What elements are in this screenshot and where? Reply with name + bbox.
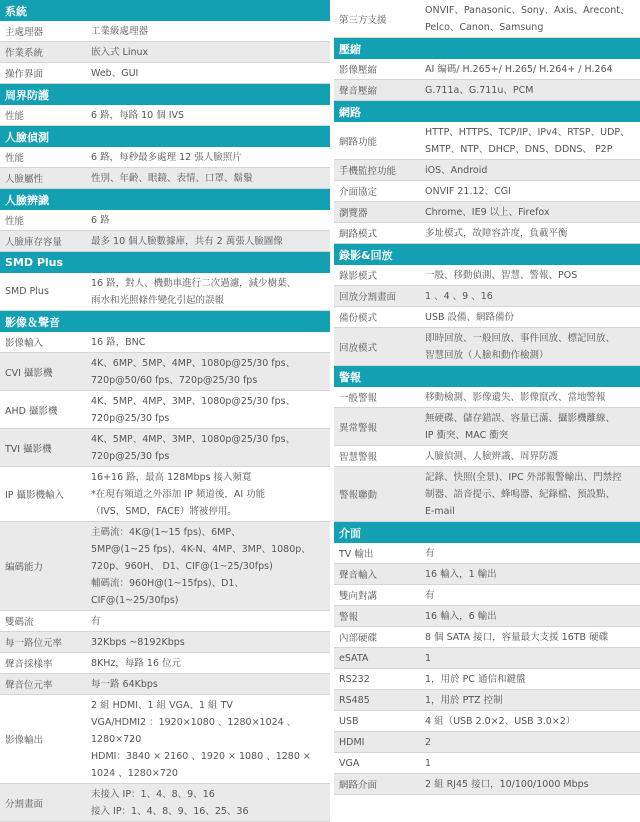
spec-value-line: 2 — [425, 736, 432, 748]
spec-value — [85, 210, 330, 230]
spec-label: 備份模式 — [339, 313, 378, 324]
spec-value — [419, 286, 640, 306]
spec-value-line: 4K、5MP、4MP、3MP、1080p@25/30 fps、 — [91, 395, 296, 407]
spec-row — [334, 265, 640, 286]
spec-row — [334, 202, 640, 223]
spec-value — [85, 695, 330, 783]
spec-value — [419, 711, 640, 731]
spec-label: 回放分割畫面 — [339, 292, 397, 303]
spec-value-line: HDMI：3840 × 2160 、1920 × 1080 、1280 × — [91, 750, 311, 762]
spec-row — [334, 181, 640, 202]
spec-value-line: 一般、移動偵測、智慧、警報、POS — [425, 269, 578, 281]
spec-value — [85, 21, 330, 41]
spec-label: RS485 — [339, 694, 370, 706]
spec-value-line: 主碼流：4K@(1~15 fps)、6MP、 — [91, 526, 241, 538]
spec-value-line: 人臉偵測、人臉辨識、周界防護 — [425, 450, 559, 462]
spec-value-line: 多址模式，故障容許度，負載平衡 — [425, 227, 568, 239]
spec-value — [85, 674, 330, 694]
section-header: 系統 — [0, 0, 330, 21]
spec-label: 手機監控功能 — [339, 166, 397, 177]
spec-row — [334, 467, 640, 522]
spec-value — [85, 632, 330, 652]
spec-value-line: VGA/HDMI2 ：1920×1080 、1280×1024 、 — [91, 716, 297, 728]
spec-row — [334, 627, 640, 648]
section-header: 警報 — [334, 366, 640, 387]
spec-label: 主處理器 — [5, 27, 44, 38]
spec-value-line: 16 路，BNC — [91, 336, 146, 348]
spec-value-line: 16 輸入，1 輸出 — [425, 568, 497, 580]
spec-value-line: HTTP、HTTPS、TCP/IP、IPv4、RTSP、UDP、 — [425, 126, 630, 138]
spec-value-line: G.711a、G.711u、PCM — [425, 84, 534, 96]
spec-label: eSATA — [339, 652, 369, 664]
spec-label: 網路介面 — [339, 780, 378, 791]
spec-value-line: 1 — [425, 757, 432, 769]
spec-value-line: 720p、960H、 D1、CIF@(1~25/30fps) — [91, 560, 273, 572]
spec-value-line: SMTP、NTP、DHCP、DNS、DDNS、 P2P — [425, 143, 613, 155]
spec-row — [0, 105, 330, 126]
spec-value — [419, 223, 640, 243]
spec-value — [419, 328, 640, 365]
spec-value-line: 2 組 RJ45 接口，10/100/1000 Mbps — [425, 778, 589, 790]
spec-row — [0, 353, 330, 391]
spec-label: 聲音壓縮 — [339, 86, 378, 97]
spec-value — [419, 606, 640, 626]
spec-value-line: 智慧回放（人臉和動作檢測） — [425, 349, 549, 361]
spec-value-line: 16 路，對人、機動車進行二次過濾，減少樹葉、 — [91, 277, 297, 289]
spec-row — [334, 387, 640, 408]
spec-value — [419, 669, 640, 689]
spec-row — [334, 711, 640, 732]
spec-value — [85, 429, 330, 466]
spec-value-line: 有 — [91, 615, 101, 627]
spec-label: VGA — [339, 757, 360, 769]
spec-value-line: 輔碼流：960H@(1~15fps)、D1、 — [91, 577, 244, 589]
spec-row — [334, 690, 640, 711]
spec-label: 內部硬碟 — [339, 633, 378, 644]
spec-value-line: 720p@25/30 fps — [91, 412, 170, 424]
spec-value — [419, 160, 640, 180]
spec-label: 聲音採樣率 — [5, 659, 53, 670]
spec-value — [419, 564, 640, 584]
spec-value — [419, 265, 640, 285]
spec-row — [0, 467, 330, 522]
spec-value-line: ONVIF 21.12、CGI — [425, 185, 511, 197]
spec-value-line: 每一路 64Kbps — [91, 678, 158, 690]
spec-label: AHD 攝影機 — [5, 405, 58, 417]
spec-value — [419, 387, 640, 407]
spec-label: TV 輸出 — [339, 549, 374, 560]
spec-row — [334, 648, 640, 669]
spec-label: IP 攝影機輸入 — [5, 490, 65, 501]
spec-label: SMD Plus — [5, 286, 49, 297]
spec-row — [334, 564, 640, 585]
spec-row — [334, 59, 640, 80]
spec-label: 分割畫面 — [5, 798, 44, 810]
spec-row — [0, 429, 330, 467]
spec-value-line: 性別、年齡、眼鏡、表情、口罩、鬍鬚 — [91, 172, 253, 184]
spec-value-line: 雨水和光照條件變化引起的誤報 — [91, 294, 225, 306]
spec-row — [334, 408, 640, 446]
spec-label: 影像輸出 — [5, 735, 44, 746]
spec-value — [419, 408, 640, 445]
spec-value — [85, 467, 330, 521]
spec-value-line: ONVIF、Panasonic、Sony、Axis、Arecont、 — [425, 4, 630, 16]
spec-label: 網路模式 — [339, 229, 378, 240]
spec-value — [85, 522, 330, 610]
section-header: 人臉辨識 — [0, 189, 330, 210]
spec-row — [0, 273, 330, 311]
spec-value — [419, 648, 640, 668]
spec-value — [419, 307, 640, 327]
spec-label: 雙向對講 — [339, 591, 378, 602]
section-header: 網路 — [334, 101, 640, 122]
spec-row — [0, 784, 330, 822]
spec-label: 影像輸入 — [5, 338, 44, 349]
spec-value-line: 5MP@(1~25 fps)、4K-N、4MP、3MP、1080p、 — [91, 543, 311, 555]
spec-label: 作業系統 — [5, 48, 44, 59]
spec-row — [0, 63, 330, 84]
spec-value — [419, 0, 640, 37]
spec-value-line: *在現有頻道之外添加 IP 頻道後，AI 功能 — [91, 488, 266, 500]
spec-value-line: 1，用於 PC 通信和鍵盤 — [425, 673, 526, 685]
spec-value-line: 即時回放、一般回放、事件回放、標記回放、 — [425, 332, 616, 344]
spec-row — [0, 391, 330, 429]
spec-label: 性能 — [5, 153, 25, 164]
spec-row — [334, 585, 640, 606]
spec-row — [334, 0, 640, 38]
spec-value — [85, 168, 330, 188]
spec-value — [85, 147, 330, 167]
spec-row — [0, 632, 330, 653]
spec-value-line: 32Kbps ~8192Kbps — [91, 636, 185, 648]
section-header: 周界防護 — [0, 84, 330, 105]
spec-label: 智慧警報 — [339, 452, 378, 463]
spec-row — [334, 669, 640, 690]
spec-value — [419, 181, 640, 201]
spec-label: 影像壓縮 — [339, 65, 378, 76]
spec-value — [419, 543, 640, 563]
section-header: 壓縮 — [334, 38, 640, 59]
spec-label: HDMI — [339, 736, 365, 748]
spec-value — [419, 80, 640, 100]
spec-value-line: CIF@(1~25/30fps) — [91, 594, 179, 606]
spec-label: CVI 攝影機 — [5, 367, 53, 379]
spec-label: 介面協定 — [339, 187, 378, 198]
spec-row — [0, 147, 330, 168]
spec-value — [85, 391, 330, 428]
spec-value-line: 嵌入式 Linux — [91, 46, 149, 58]
spec-value-line: Web、GUI — [91, 67, 139, 79]
spec-value — [419, 690, 640, 710]
spec-label: 編碼能力 — [5, 562, 44, 573]
spec-row — [334, 328, 640, 366]
spec-value-line: 接入 IP：1、4、8、9、16、25、36 — [91, 805, 249, 817]
spec-row — [0, 653, 330, 674]
spec-value-line: 8 個 SATA 接口，容量最大支援 16TB 硬碟 — [425, 631, 609, 643]
spec-value-line: （IVS，SMD，FACE）將被停用。 — [91, 505, 237, 517]
spec-value-line: 1280×720 — [91, 733, 142, 745]
spec-value-line: 無硬碟、儲存錯誤、容量已滿、攝影機離線、 — [425, 412, 616, 424]
spec-row — [0, 231, 330, 252]
spec-row — [334, 606, 640, 627]
spec-value — [85, 653, 330, 673]
spec-label: 第三方支援 — [339, 14, 387, 26]
spec-row — [334, 160, 640, 181]
spec-row — [0, 332, 330, 353]
spec-value-line: 1，用於 PTZ 控制 — [425, 694, 503, 706]
spec-value-line: 1 — [425, 652, 432, 664]
spec-label: 人臉屬性 — [5, 174, 44, 185]
spec-value — [85, 42, 330, 62]
spec-value-line: 1024 、1280×720 — [91, 767, 178, 779]
section-header: 人臉偵測 — [0, 126, 330, 147]
spec-row — [334, 543, 640, 564]
spec-value-line: 1 、4 、9 、16 — [425, 290, 493, 302]
spec-row — [334, 753, 640, 774]
spec-value-line: 制器、語音提示、蜂鳴器、紀錄檔、預設點、 — [425, 488, 616, 500]
spec-row — [334, 223, 640, 244]
spec-label: 警報聯動 — [339, 490, 378, 501]
spec-value — [419, 467, 640, 521]
spec-label: 聲音位元率 — [5, 680, 53, 691]
spec-row — [0, 611, 330, 632]
spec-row — [334, 80, 640, 101]
spec-value — [85, 332, 330, 352]
spec-value — [419, 753, 640, 773]
spec-value — [419, 732, 640, 752]
spec-value-line: 6 路，每秒最多處理 12 張人臉照片 — [91, 151, 242, 163]
spec-label: 網路功能 — [339, 136, 378, 148]
spec-value-line: 工業級處理器 — [91, 25, 149, 37]
section-header: 影像＆聲音 — [0, 311, 330, 332]
spec-value-line: 4K、6MP、5MP、4MP、1080p@25/30 fps、 — [91, 357, 296, 369]
spec-value — [85, 231, 330, 251]
spec-value-line: 有 — [425, 589, 435, 601]
spec-value-line: 16 輸入，6 輸出 — [425, 610, 497, 622]
spec-label: RS232 — [339, 673, 370, 685]
spec-row — [0, 522, 330, 611]
spec-label: 聲音輸入 — [339, 570, 378, 581]
spec-value-line: 720p@50/60 fps、720p@25/30 fps — [91, 374, 258, 386]
spec-value — [85, 611, 330, 631]
spec-value-line: 6 路 — [91, 214, 110, 226]
spec-value-line: 最多 10 個人臉數據庫，共有 2 萬張人臉圖像 — [91, 235, 283, 247]
spec-value — [85, 63, 330, 83]
spec-value — [419, 774, 640, 794]
spec-row — [334, 307, 640, 328]
spec-value — [419, 202, 640, 222]
spec-label: 性能 — [5, 111, 25, 122]
spec-value-line: 有 — [425, 547, 435, 559]
spec-value-line: 8KHz，每路 16 位元 — [91, 657, 182, 669]
spec-value — [85, 105, 330, 125]
spec-value-line: 720p@25/30 fps — [91, 450, 170, 462]
section-header: 介面 — [334, 522, 640, 543]
spec-label: 錄影模式 — [339, 271, 378, 282]
spec-value-line: Pelco、Canon、Samsung — [425, 21, 544, 33]
spec-label: 性能 — [5, 216, 25, 227]
spec-label: 瀏覽器 — [339, 208, 368, 219]
spec-value — [85, 784, 330, 821]
spec-label: USB — [339, 715, 359, 727]
spec-row — [0, 21, 330, 42]
spec-label: 雙碼流 — [5, 617, 34, 628]
spec-value-line: 4K、5MP、4MP、3MP、1080p@25/30 fps、 — [91, 433, 296, 445]
spec-row — [0, 695, 330, 784]
spec-row — [334, 286, 640, 307]
section-header: SMD Plus — [0, 252, 330, 273]
spec-value — [419, 446, 640, 466]
spec-label: 警報 — [339, 612, 359, 623]
spec-value — [419, 627, 640, 647]
spec-value-line: Chrome、IE9 以上、Firefox — [425, 206, 550, 218]
spec-row — [334, 122, 640, 160]
spec-value-line: 未接入 IP：1、4、8、9、16 — [91, 788, 215, 800]
spec-value-line: E-mail — [425, 505, 455, 517]
spec-value-line: iOS、Android — [425, 164, 488, 176]
spec-value-line: 6 路，每路 10 個 IVS — [91, 109, 185, 121]
spec-label: 回放模式 — [339, 342, 378, 354]
spec-column-right — [330, 0, 640, 799]
section-header: 錄影&回放 — [334, 244, 640, 265]
spec-label: 每一路位元率 — [5, 638, 63, 649]
spec-label: 異常警報 — [339, 422, 378, 434]
spec-row — [334, 732, 640, 753]
spec-value-line: 4 組（USB 2.0×2、USB 3.0×2） — [425, 715, 576, 727]
spec-row — [0, 210, 330, 231]
spec-value — [419, 122, 640, 159]
spec-value-line: 移動檢測、影像遺失、影像竄改、當地警報 — [425, 391, 606, 403]
spec-label: TVI 攝影機 — [5, 443, 52, 455]
spec-value — [419, 585, 640, 605]
spec-label: 人臉庫存容量 — [5, 237, 63, 248]
spec-value — [85, 353, 330, 390]
spec-value — [419, 59, 640, 79]
spec-row — [334, 446, 640, 467]
spec-row — [0, 168, 330, 189]
spec-value-line: IP 衝突、MAC 衝突 — [425, 429, 509, 441]
spec-value-line: 記錄、快照(全景)、IPC 外部報警輸出、門禁控 — [425, 471, 622, 483]
spec-row — [334, 774, 640, 795]
spec-value-line: USB 設備、網路備份 — [425, 311, 515, 323]
spec-value — [85, 273, 330, 310]
spec-value-line: AI 編碼/ H.265+/ H.265/ H.264+ / H.264 — [425, 63, 613, 75]
spec-value-line: 2 組 HDMI、1 組 VGA、1 組 TV — [91, 699, 233, 711]
spec-row — [0, 674, 330, 695]
spec-label: 一般警報 — [339, 393, 378, 404]
spec-label: 操作界面 — [5, 69, 44, 80]
spec-row — [0, 42, 330, 63]
spec-value-line: 16+16 路，最高 128Mbps 接入頻寬 — [91, 471, 252, 483]
